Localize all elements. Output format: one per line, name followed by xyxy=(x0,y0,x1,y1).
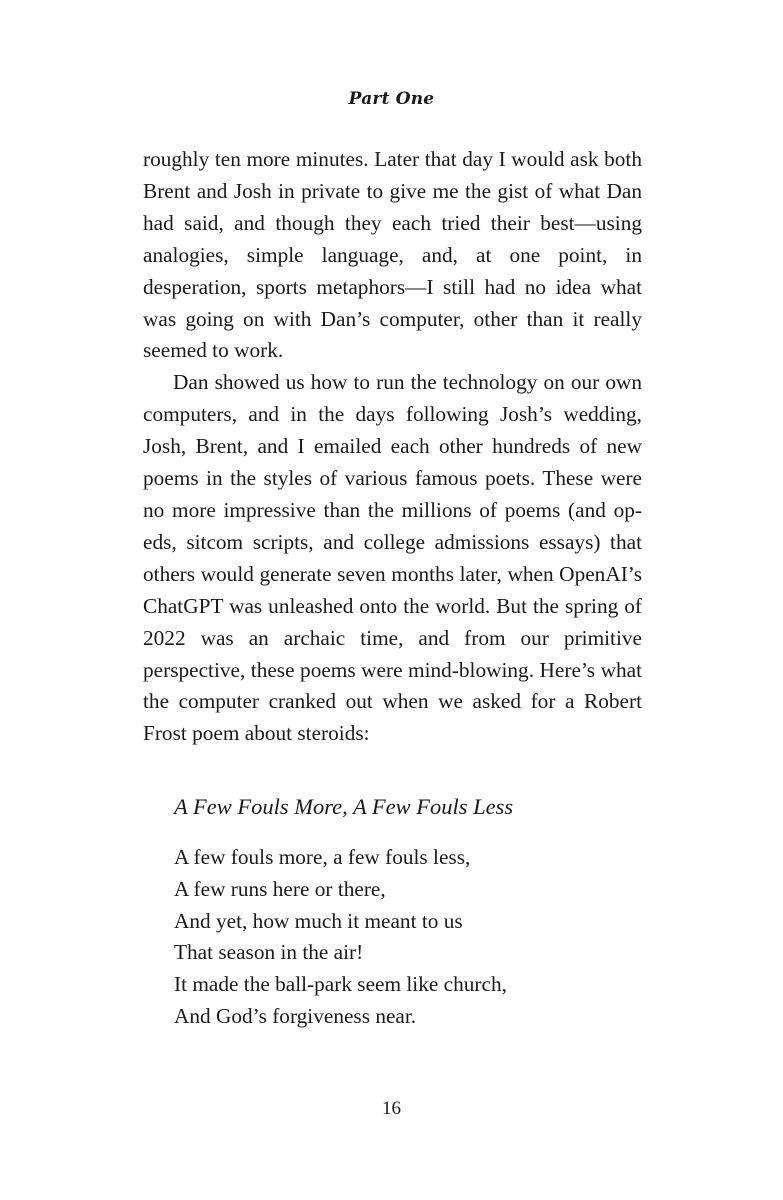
running-head: Part One xyxy=(348,89,435,109)
poem-line: It made the ball-park seem like church, xyxy=(174,972,507,997)
poem-line: A few fouls more, a few fouls less, xyxy=(174,845,471,869)
paragraph: roughly ten more minutes. Later that day I would ask both Brent and Josh in private to give me the gist of what Dan had said, and though they each tried their best—using analogies, simple language, and, at one point, in desperation, sports metaphors—I still had no idea what was going on with Dan’s computer, other than it really seemed to work. xyxy=(143,147,642,363)
poem-title: A Few Fouls More, A Few Fouls Less xyxy=(174,794,514,819)
page-number: 16 xyxy=(382,1098,401,1119)
poem-line: And yet, how much it meant to us xyxy=(174,908,463,933)
poem-line: That season in the air! xyxy=(174,940,364,965)
poem-line: And God’s forgiveness near. xyxy=(174,1003,417,1028)
paragraph: Dan showed us how to run the technology on our own computers, and in the days following Josh’s wedding, Josh, Brent, and I emailed each other hundreds of new poems in the styles of various famous poets. These were no more impressive than the millions of poems (and op-eds, sitcom scripts, and college admissions essays) that others would generate seven months later, when OpenAI’s ChatGPT was unleashed onto the world. But the spring of 2022 was an archaic time, and from our primitive perspective, these poems were mind-blowing. Here’s what the computer cranked out when we asked for a Robert Frost poem about steroids: xyxy=(143,370,642,746)
body-text xyxy=(143,144,642,750)
poem-line: A few runs here or there, xyxy=(174,876,386,901)
poem-lines xyxy=(174,842,507,1033)
